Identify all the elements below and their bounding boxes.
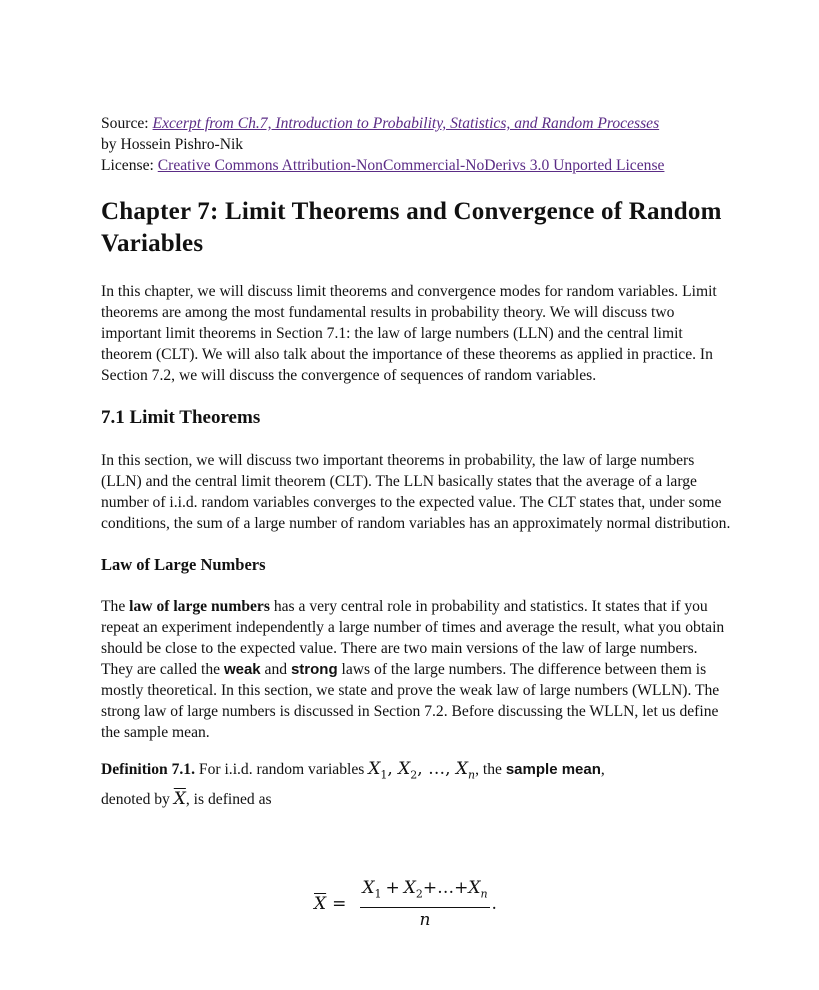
sample-mean-formula [314,878,497,931]
term-weak: weak [223,661,261,678]
text: has a very central role in probability and statistics. It states that if you repeat an experiment independently a large number of times and average the result, what you obtain should be close to the expected value. There are two main versions of the law of large numbers. They are called the [101,598,725,678]
formula-lhs: $\overline{X}$ [314,894,327,915]
formula-fraction [360,878,489,931]
text: , the [475,761,506,778]
source-label: Source: [101,115,149,132]
term-sample-mean: sample mean [505,761,601,778]
formula-equals: = [332,894,347,915]
section-heading: 7.1 Limit Theorems [101,407,261,428]
definition-7-1 [101,757,731,812]
author-line: by Hossein Pishro-Nik [101,136,244,153]
text: The [101,598,130,615]
term-strong: strong [290,661,338,678]
license-link[interactable]: Creative Commons Attribution-NonCommercial-NoDerivs 3.0 Unported License [157,157,665,174]
license-line [101,155,731,176]
document-page [101,113,731,931]
text: denoted by [101,791,174,809]
subsection-heading: Law of Large Numbers [101,555,266,574]
math-variables: $X_1$, $X_2$, …, $X_n$ [368,759,476,782]
text: For i.i.d. random variables [195,761,369,778]
license-label: License: [101,157,154,174]
formula-numerator: $X_1$ + $X_2+\dots+X_n$ [360,878,489,908]
section-intro: In this section, we will discuss two important theorems in probability, the law of large numbers (LLN) and the central limit theorem (CLT). The LLN basically states that the average of a large number of i.i.d. random variables converges to the expected value. The CLT states that, under some conditions, the sum of a large number of random variables has an approximately normal distribution. [101,452,731,532]
chapter-title: Chapter 7: Limit Theorems and Convergence of Random Variables [101,198,722,257]
lln-paragraph [101,596,731,743]
source-link[interactable]: Excerpt from Ch.7, Introduction to Probability, Statistics, and Random Processes [152,115,660,132]
text: laws of the large numbers. The difference between them is mostly theoretical. In this section, we state and prove the weak law of large numbers (WLLN). The strong law of large numbers is discussed in Section 7.2. Before discussing the WLLN, let us define the sample mean. [101,661,720,741]
formula-denominator: n [419,910,431,931]
text: , [600,761,605,778]
text: and [260,661,291,678]
text: , is defined as [185,791,272,809]
term-lln: law of large numbers [129,598,270,615]
math-xbar: $\overline{X}$ [173,789,186,810]
chapter-intro: In this chapter, we will discuss limit theorems and convergence modes for random variables. Limit theorems are among the most fundamental results in probability theory. We will discuss two important limit theorems in Section 7.1: the law of large numbers (LLN) and the central limit theorem (CLT). We will also talk about the importance of these theorems as applied in practice. In Section 7.2, we will discuss the convergence of sequences of random variables. [101,283,717,384]
source-line [101,113,731,134]
definition-label: Definition 7.1. [101,761,195,778]
source-block [101,113,731,176]
formula-period: . [491,894,497,915]
